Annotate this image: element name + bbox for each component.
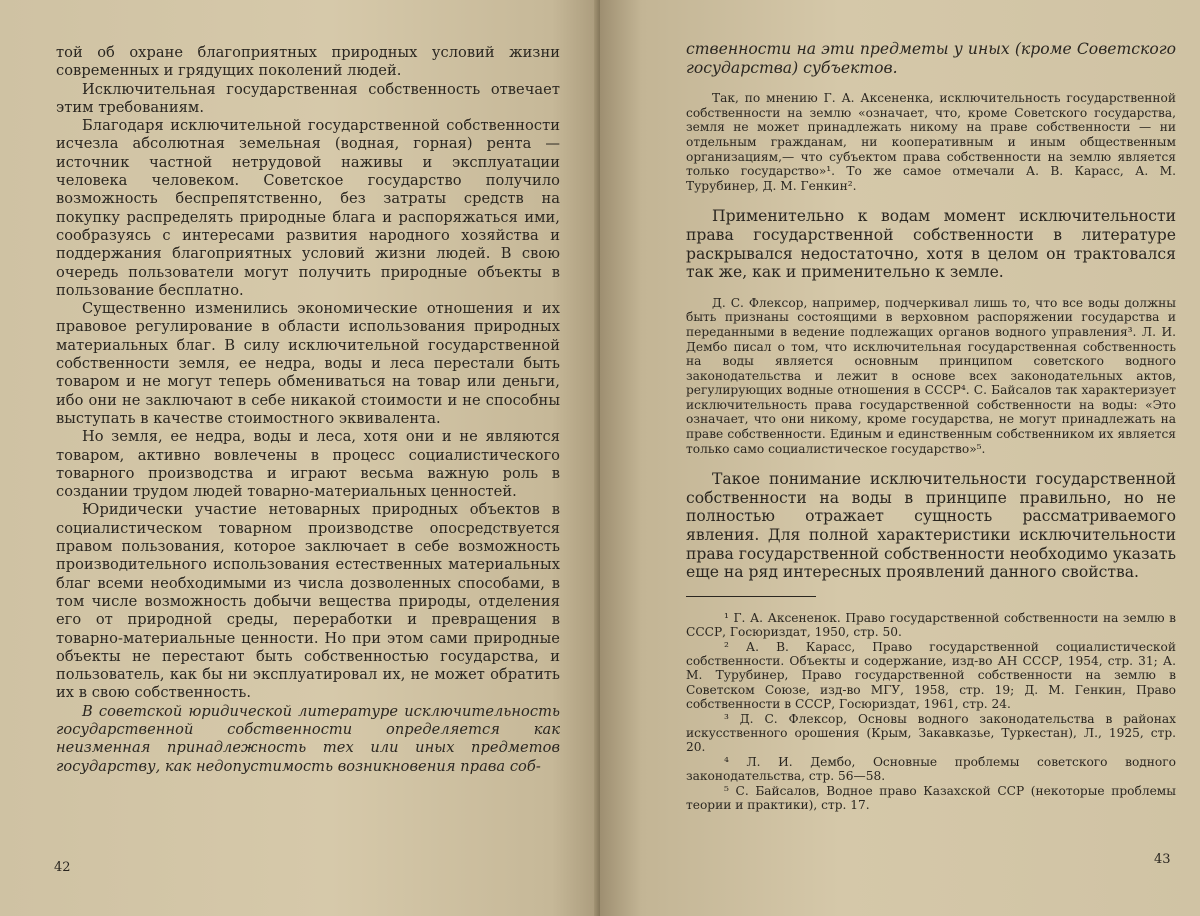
body-paragraph-2: Такое понимание исключительности государственной собственности на воды в принципе правильно, но не полностью отражает сущность рассматриваемого явления. Для полной характеристики исключительности права государственной собственности необходимо указать еще на ряд интересных проявлений данного свойства. [686, 470, 1176, 582]
right-page [600, 0, 1200, 916]
small-paragraph-2: Д. С. Флексор, например, подчеркивал лишь то, что все воды должны быть признаны состоящими в верховном распоряжении государства и переданными в ведение подлежащих органов водного управления³. Л. И. Дембо писал о том, что исключительная государственная собственность на воды является основным принципом советского водного законодательства и лежит в основе всех законодательных актов, регулирующих водные отношения в СССР⁴. С. Байсалов так характеризует исключительность права государственной собственности на воды: «Это означает, что они никому, кроме государства, не могут принадлежать на праве собственности. Единым и единственным собственником их является только само социалистическое государство»⁵. [686, 295, 1176, 456]
page-number-right: 43 [1154, 852, 1171, 867]
footnote-divider [686, 596, 816, 597]
footnote-5: ⁵ С. Байсалов, Водное право Казахской ССР (некоторые проблемы теории и практики), стр. 17. [686, 783, 1176, 813]
paragraph-2: Исключительная государственная собственность отвечает этим требованиям. [56, 80, 560, 116]
footnotes [686, 611, 1176, 813]
small-paragraph-1: Так, по мнению Г. А. Аксененка, исключительность государственной собственности на землю «означает, что, кроме Советского государства, земля не может принадлежать никому на праве собственности — ни отдельным гражданам, ни кооперативным и иным общественным организациям,— что субъектом права собственности на землю является только государство»¹. То же самое отмечали А. В. Карасс, А. М. Турубинер, Д. М. Генкин². [686, 91, 1176, 193]
italic-continuation: ственности на эти предметы у иных (кроме Советского государства) субъектов. [686, 40, 1176, 77]
left-page-text [56, 44, 560, 776]
paragraph-6: Юридически участие нетоварных природных объектов в социалистическом товарном производстве опосредствуется правом пользования, которое заключает в себе возможность производительного использования естественных материальных благ всеми необходимыми из числа дозволенных способами, в том числе возможность добычи вещества природы, отделения его от природной среды, переработки и превращения в товарно-материальные ценности. Но при этом сами природные объекты не перестают быть собственностью государства, и пользователь, как бы ни эксплуатировал их, не может обратить их в свою собственность. [56, 501, 560, 702]
small-print-block-2 [686, 296, 1176, 457]
paragraph-italic: В советской юридической литературе исключительность государственной собственности определяется как неизменная принадлежность тех или иных предметов государству, как недопустимость возникновения права соб- [56, 702, 560, 775]
footnote-3: ³ Д. С. Флексор, Основы водного законодательства в районах искусственного орошения (Крым, Закавказье, Туркестан), Л., 1925, стр. 20. [686, 711, 1176, 755]
paragraph-3: Благодаря исключительной государственной собственности исчезла абсолютная земельная (водная, горная) рента — источник частной нетрудовой наживы и эксплуатации человека человеком. Советское государство получило возможность беспрепятственно, без затраты средств на покупку распределять природные блага и распоряжаться ими, сообразуясь с интересами развития народного хозяйства и поддержания благоприятных условий жизни людей. В свою очередь пользователи могут получить природные объекты в пользование бесплатно. [56, 117, 560, 299]
body-paragraph-1: Применительно к водам момент исключительности права государственной собственности в литературе раскрывался недостаточно, хотя в целом он трактовался так же, как и применительно к земле. [686, 207, 1176, 282]
body-block-2 [686, 470, 1176, 582]
page-number-left: 42 [54, 860, 71, 875]
body-block-1 [686, 207, 1176, 281]
small-print-block-1 [686, 91, 1176, 193]
footnote-4: ⁴ Л. И. Дембо, Основные проблемы советского водного законодательства, стр. 56—58. [686, 754, 1176, 784]
footnote-1: ¹ Г. А. Аксененок. Право государственной собственности на землю в СССР, Госюриздат, 1950, стр. 50. [686, 610, 1176, 640]
right-italic-block [686, 40, 1176, 77]
paragraph-4: Существенно изменились экономические отношения и их правовое регулирование в области использования природных материальных благ. В силу исключительной государственной собственности земля, ее недра, воды и леса перестали быть товаром и не могут теперь обмениваться на товар или деньги, ибо они не заключают в себе никакой стоимости и не способны выступать в качестве стоимостного эквивалента. [56, 300, 560, 427]
paragraph-5: Но земля, ее недра, воды и леса, хотя они и не являются товаром, активно вовлечены в процесс социалистического товарного производства и играют весьма важную роль в создании трудом людей товарно-материальных ценностей. [56, 428, 560, 501]
footnote-2: ² А. В. Карасс, Право государственной социалистической собственности. Объекты и содержание, изд-во АН СССР, 1954, стр. 31; А. М. Турубинер, Право государственной собственности на землю в Советском Союзе, изд-во МГУ, 1958, стр. 19; Д. М. Генкин, Право собственности в СССР, Госюриздат, 1961, стр. 24. [686, 639, 1176, 712]
paragraph-1: той об охране благоприятных природных условий жизни современных и грядущих поколений людей. [56, 44, 560, 80]
